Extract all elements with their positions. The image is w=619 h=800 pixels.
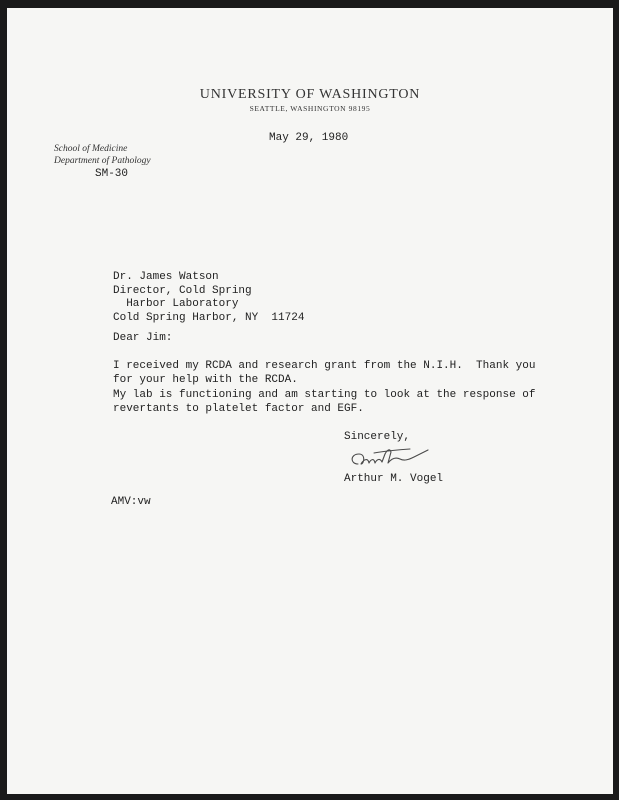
- body-paragraph-1-line-1: I received my RCDA and research grant from the N.I.H. Thank you: [113, 360, 536, 372]
- body-paragraph-2: [113, 389, 535, 416]
- department-block: [54, 143, 151, 167]
- school-name: School of Medicine: [54, 144, 128, 154]
- letterhead-location: SEATTLE, WASHINGTON 98195: [249, 104, 371, 113]
- typist-initials: AMV:vw: [111, 496, 151, 508]
- closing: Sincerely,: [344, 431, 411, 443]
- letter-page: [7, 8, 613, 794]
- body-paragraph-2-line-2: revertants to platelet factor and EGF.: [113, 402, 364, 415]
- recipient-address: [113, 271, 304, 325]
- salutation: Dear Jim:: [113, 332, 173, 344]
- letterhead-institution: UNIVERSITY OF WASHINGTON: [199, 87, 421, 102]
- recipient-line-2: Director, Cold Spring: [113, 284, 252, 297]
- mail-stop-code: SM-30: [95, 168, 129, 180]
- body-paragraph-1-line-2: for your help with the RCDA.: [113, 373, 298, 386]
- body-paragraph-1: [113, 360, 535, 387]
- department-name: Department of Pathology: [54, 156, 151, 166]
- signer-name: Arthur M. Vogel: [344, 473, 444, 485]
- recipient-line-1: Dr. James Watson: [113, 271, 219, 283]
- recipient-line-3: Harbor Laboratory: [113, 298, 239, 310]
- recipient-line-4: Cold Spring Harbor, NY 11724: [113, 311, 305, 324]
- letter-date: May 29, 1980: [269, 132, 349, 144]
- body-paragraph-2-line-1: My lab is functioning and am starting to look at the response of: [113, 389, 536, 401]
- handwritten-signature: [344, 442, 430, 472]
